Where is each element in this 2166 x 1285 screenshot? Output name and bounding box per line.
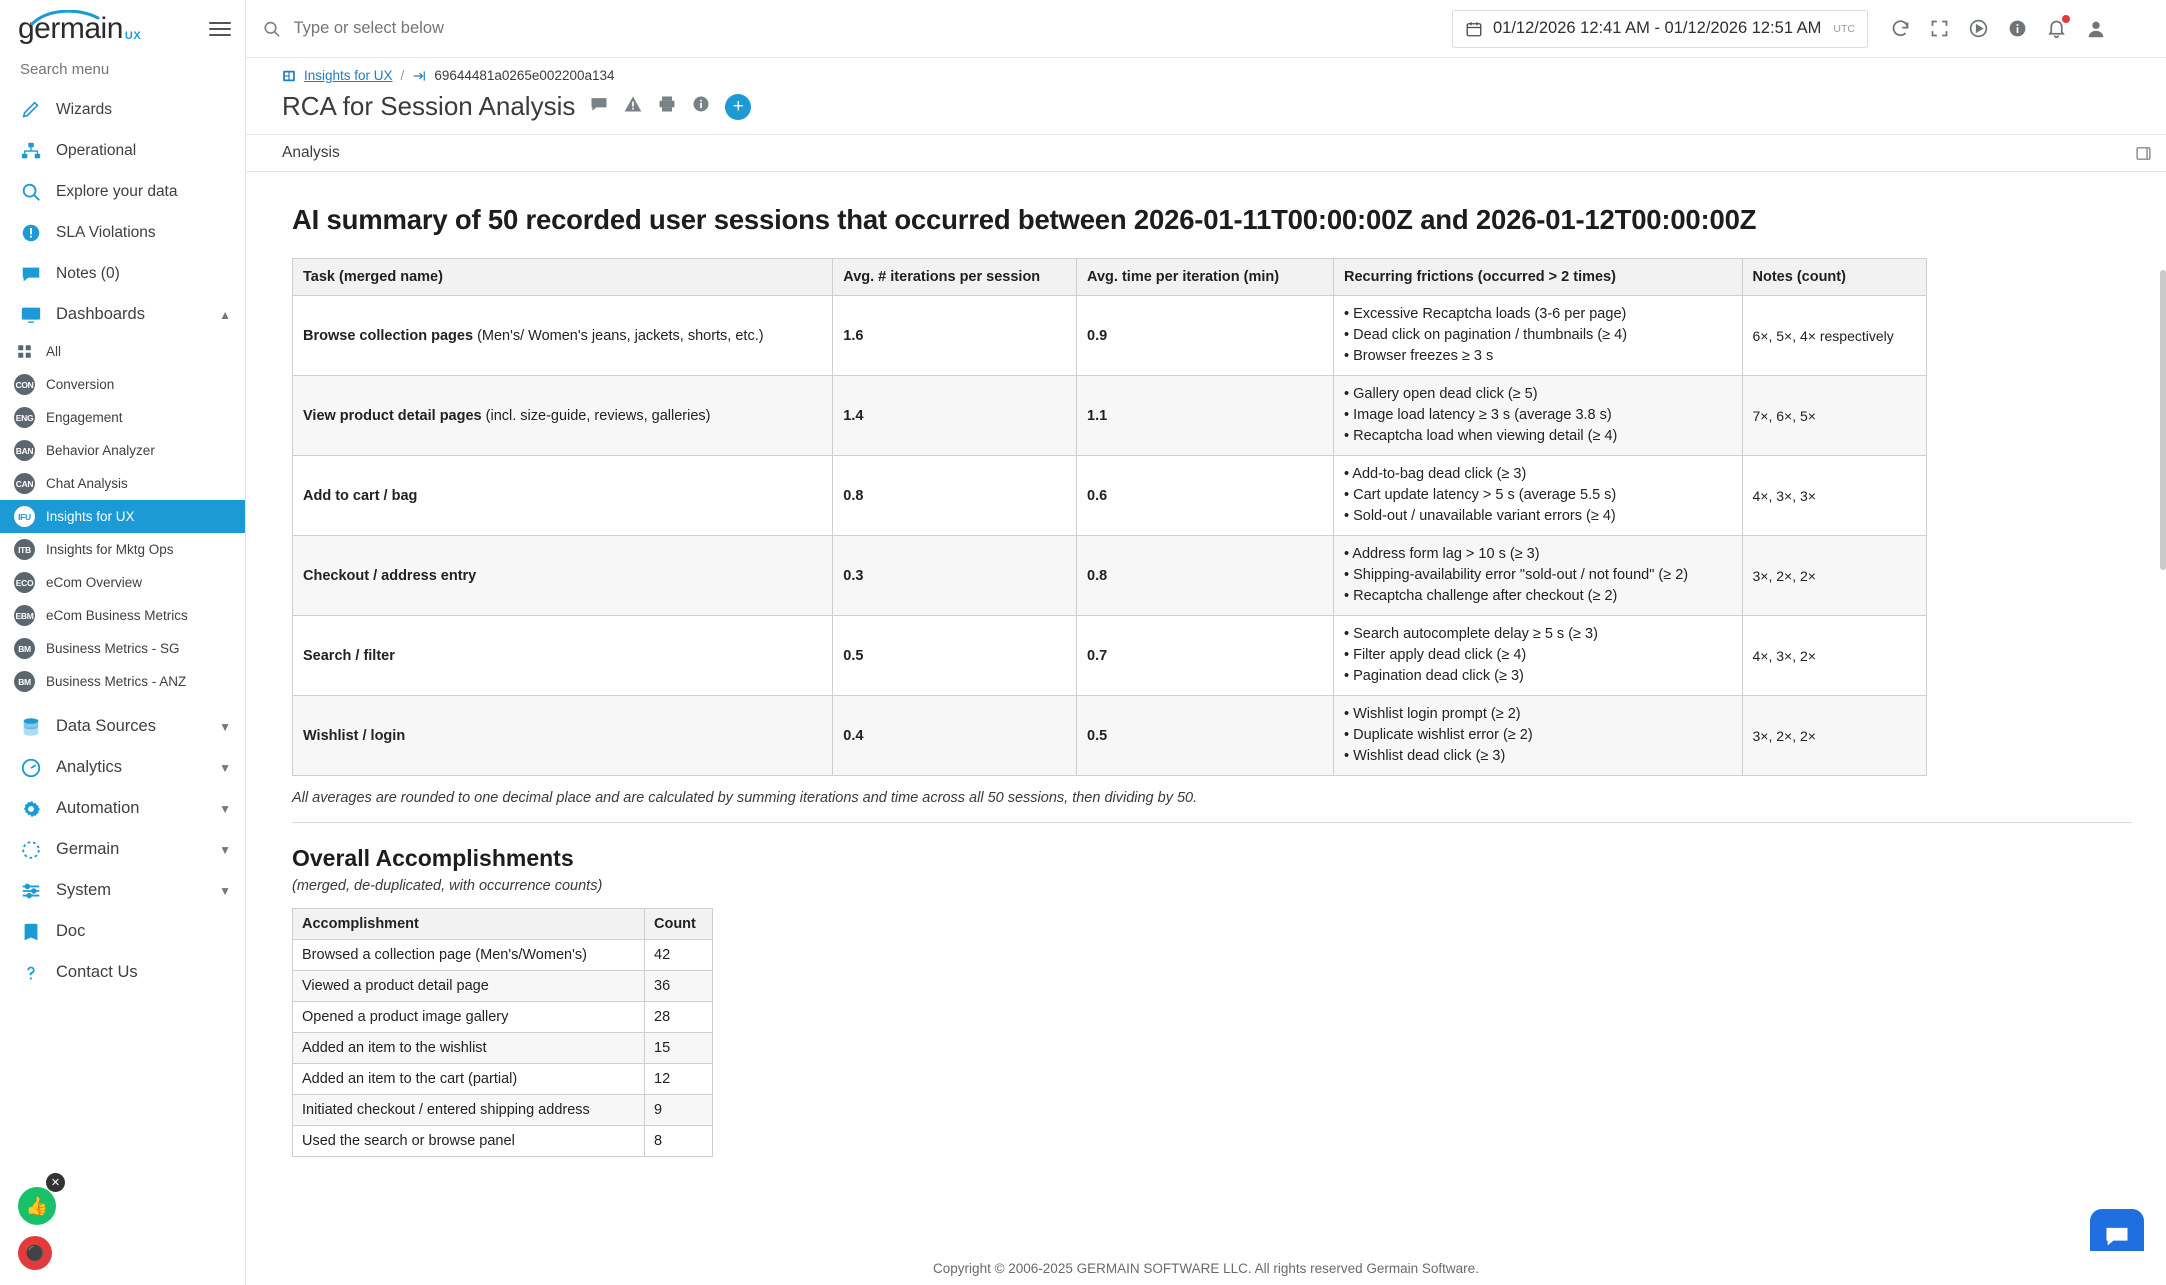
add-icon[interactable]: + (725, 94, 751, 120)
record-button[interactable]: ⚫ (18, 1236, 52, 1270)
accomplishments-table (292, 908, 713, 1157)
tab-bar (246, 134, 2166, 172)
sidebar-item-engagement[interactable] (0, 401, 245, 434)
content-area (246, 172, 2166, 1252)
col-frictions: Recurring frictions (occurred > 2 times) (1334, 259, 1743, 296)
cell-accomplishment: Used the search or browse panel (293, 1126, 645, 1157)
global-search-input[interactable] (292, 18, 1443, 39)
friction-item: • Wishlist dead click (≥ 3) (1344, 748, 1506, 765)
friction-item: • Excessive Recaptcha loads (3-6 per page) (1344, 306, 1627, 322)
cell-accomplishment: Browsed a collection page (Men's/Women's) (293, 940, 645, 971)
friction-item: • Search autocomplete delay ≥ 5 s (≥ 3) (1344, 626, 1598, 643)
sidebar-item-business-metrics-sg[interactable] (0, 632, 245, 665)
cell-frictions (1334, 456, 1743, 536)
cell-count: 12 (645, 1064, 713, 1095)
sidebar-item-all[interactable] (0, 335, 245, 368)
task-rest: (incl. size-guide, reviews, galleries) (485, 407, 711, 424)
friction-item: • Address form lag > 10 s (≥ 3) (1344, 546, 1540, 563)
cell-frictions (1334, 296, 1743, 376)
dashboard-badge: ENG (14, 407, 35, 428)
chevron-up-icon[interactable]: ▲ (219, 307, 231, 322)
table-header-row (293, 259, 1927, 296)
ai-summary-heading: AI summary of 50 recorded user sessions that occurred between 2026-01-11T00:00:00Z and 2026-01-12T00:00:00Z (292, 204, 1757, 235)
cell-iterations: 0.4 (833, 696, 1077, 776)
vertical-scrollbar[interactable] (2160, 270, 2166, 570)
task-bold: Add to cart / bag (303, 487, 418, 504)
task-bold: Checkout / address entry (303, 567, 477, 584)
chat-icon (2103, 1222, 2131, 1250)
friction-item: • Duplicate wishlist error (≥ 2) (1344, 727, 1533, 744)
dashboard-badge: CON (14, 374, 35, 395)
brand-name: germain (18, 12, 123, 45)
friction-item: • Cart update latency > 5 s (average 5.5 s) (1344, 487, 1617, 504)
brand-sub: UX (124, 30, 142, 42)
cell-frictions (1334, 696, 1743, 776)
cell-accomplishment: Initiated checkout / entered shipping address (293, 1095, 645, 1126)
table-header-row (293, 909, 713, 940)
print-icon[interactable] (657, 94, 677, 119)
col-iterations: Avg. # iterations per session (833, 259, 1077, 296)
dashboard-badge: CAN (14, 473, 35, 494)
cell-task (293, 296, 833, 376)
sidebar-item-data-sources[interactable] (0, 706, 245, 747)
cell-count: 8 (645, 1126, 713, 1157)
breadcrumb-root-link[interactable]: Insights for UX (304, 68, 393, 83)
friction-item: • Browser freezes ≥ 3 s (1344, 348, 1494, 365)
col-notes: Notes (count) (1742, 259, 1927, 296)
cell-iterations: 1.4 (833, 376, 1077, 456)
cell-count: 42 (645, 940, 713, 971)
friction-item: • Gallery open dead click (≥ 5) (1344, 386, 1538, 403)
table-row (293, 971, 713, 1002)
sidebar-item-label: Wizards (56, 100, 112, 118)
sidebar-item-label: Contact Us (56, 963, 138, 981)
sitemap-icon (18, 140, 44, 162)
sidebar-subitem-label: All (46, 344, 62, 359)
cell-count: 15 (645, 1033, 713, 1064)
dashboard-badge: IFU (14, 506, 35, 527)
cell-accomplishment: Added an item to the cart (partial) (293, 1064, 645, 1095)
accomplishments-heading: Overall Accomplishments (292, 845, 574, 872)
cell-task (293, 536, 833, 616)
task-rest: (Men's/ Women's jeans, jackets, shorts, etc.) (477, 327, 764, 344)
grid-icon (14, 341, 35, 362)
sidebar-item-ecom-business-metrics[interactable] (0, 599, 245, 632)
friction-item: • Image load latency ≥ 3 s (average 3.8 s) (1344, 407, 1612, 424)
col-accomplishment: Accomplishment (293, 909, 645, 940)
cell-time: 0.5 (1077, 696, 1334, 776)
sidebar-item-dashboards[interactable] (0, 294, 245, 335)
panel-toggle-icon[interactable] (2135, 145, 2152, 162)
cell-frictions (1334, 536, 1743, 616)
task-bold: Search / filter (303, 647, 395, 664)
table-row (293, 1126, 713, 1157)
table-footnote: All averages are rounded to one decimal place and are calculated by summing iterations and time across all 50 sessions, then dividing by 50. (292, 790, 1198, 807)
table-row (293, 696, 1927, 776)
sidebar-item-automation[interactable] (0, 788, 245, 829)
circle-dots-icon (18, 839, 44, 861)
sliders-icon (18, 880, 44, 902)
dashboard-icon (282, 69, 296, 83)
col-task: Task (merged name) (293, 259, 833, 296)
sidebar-item-contact-us[interactable] (0, 952, 245, 993)
sidebar-item-explore-your-data[interactable] (0, 171, 245, 212)
chevron-down-icon[interactable]: ▼ (219, 883, 231, 898)
notification-dot (2062, 15, 2070, 23)
chevron-down-icon[interactable]: ▼ (219, 842, 231, 857)
sidebar-search[interactable] (0, 58, 245, 89)
sidebar-item-notes[interactable] (0, 253, 245, 294)
sidebar-item-system[interactable] (0, 870, 245, 911)
dashboard-badge: ITB (14, 539, 35, 560)
task-summary-table (292, 258, 1927, 776)
database-icon (18, 716, 44, 738)
sidebar-item-insights-for-mktg-ops[interactable] (0, 533, 245, 566)
sidebar-subitem-label: Insights for UX (46, 509, 135, 524)
topbar-icons (1890, 18, 2107, 40)
friction-item: • Wishlist login prompt (≥ 2) (1344, 706, 1521, 723)
cell-task (293, 696, 833, 776)
sidebar-item-conversion[interactable] (0, 368, 245, 401)
cell-task (293, 616, 833, 696)
refresh-icon[interactable] (1890, 18, 1911, 39)
bell-icon[interactable] (2046, 18, 2067, 39)
table-row (293, 536, 1927, 616)
sidebar-item-wizards[interactable] (0, 89, 245, 130)
sidebar-item-analytics[interactable] (0, 747, 245, 788)
friction-item: • Filter apply dead click (≥ 4) (1344, 647, 1527, 664)
cell-frictions (1334, 376, 1743, 456)
cell-time: 0.6 (1077, 456, 1334, 536)
cell-time: 0.7 (1077, 616, 1334, 696)
cell-notes: 3×, 2×, 2× (1742, 536, 1927, 616)
col-count: Count (645, 909, 713, 940)
sidebar-subitem-label: Business Metrics - ANZ (46, 674, 187, 689)
sidebar-item-germain[interactable] (0, 829, 245, 870)
page-title-actions (589, 94, 751, 120)
cell-notes: 7×, 6×, 5× (1742, 376, 1927, 456)
cell-accomplishment: Opened a product image gallery (293, 1002, 645, 1033)
table-row (293, 296, 1927, 376)
feedback-close-icon[interactable]: ✕ (46, 1173, 65, 1192)
cell-notes: 4×, 3×, 2× (1742, 616, 1927, 696)
pencil-icon (18, 99, 44, 121)
fullscreen-icon[interactable] (1929, 18, 1950, 39)
breadcrumb (246, 58, 2166, 83)
feedback-thumbs-up-button[interactable]: 👍 (18, 1187, 56, 1225)
sidebar-item-insights-for-ux[interactable] (0, 500, 245, 533)
sidebar-subitem-label: Insights for Mktg Ops (46, 542, 174, 557)
dashboard-badge: BM (14, 671, 35, 692)
sidebar-item-label: SLA Violations (56, 223, 156, 241)
search-menu-input[interactable] (18, 60, 227, 79)
sidebar-subitem-label: Conversion (46, 377, 115, 392)
cell-iterations: 0.3 (833, 536, 1077, 616)
friction-item: • Dead click on pagination / thumbnails (≥ 4) (1344, 327, 1628, 344)
table-row (293, 1002, 713, 1033)
brand-logo[interactable] (18, 14, 141, 44)
topbar (246, 0, 2166, 58)
cell-notes: 4×, 3×, 3× (1742, 456, 1927, 536)
info-icon[interactable] (2007, 18, 2028, 39)
sidebar-item-chat-analysis[interactable] (0, 467, 245, 500)
sidebar-subitem-label: Behavior Analyzer (46, 443, 155, 458)
sidebar-item-doc[interactable] (0, 911, 245, 952)
friction-item: • Recaptcha load when viewing detail (≥ 4) (1344, 428, 1618, 445)
chevron-down-icon[interactable]: ▼ (219, 801, 231, 816)
friction-item: • Pagination dead click (≥ 3) (1344, 668, 1524, 685)
sidebar (0, 0, 246, 1285)
info-icon[interactable] (691, 94, 711, 119)
table-row (293, 616, 1927, 696)
sidebar-subitem-label: Chat Analysis (46, 476, 128, 491)
user-icon[interactable] (2085, 18, 2107, 40)
sidebar-item-behavior-analyzer[interactable] (0, 434, 245, 467)
monitor-icon (18, 304, 44, 326)
sidebar-subitem-label: eCom Business Metrics (46, 608, 188, 623)
menu-toggle-icon[interactable] (209, 18, 231, 40)
cell-accomplishment: Added an item to the wishlist (293, 1033, 645, 1064)
search-icon (262, 19, 282, 39)
accomplishments-subtitle: (merged, de-duplicated, with occurrence counts) (292, 878, 603, 895)
question-icon (18, 962, 44, 984)
sidebar-item-label: Notes (0) (56, 264, 120, 282)
cell-notes: 6×, 5×, 4× respectively (1742, 296, 1927, 376)
sidebar-item-label: Dashboards (56, 305, 145, 323)
enter-icon (412, 69, 426, 83)
cell-count: 28 (645, 1002, 713, 1033)
table-row (293, 1064, 713, 1095)
comment-icon[interactable] (589, 94, 609, 119)
friction-item: • Add-to-bag dead click (≥ 3) (1344, 466, 1527, 483)
col-time: Avg. time per iteration (min) (1077, 259, 1334, 296)
cell-time: 0.9 (1077, 296, 1334, 376)
chevron-down-icon[interactable]: ▼ (219, 719, 231, 734)
footer-copyright: Copyright © 2006-2025 GERMAIN SOFTWARE LLC. All rights reserved Germain Software. (246, 1251, 2166, 1285)
sidebar-item-label: Explore your data (56, 182, 178, 200)
sidebar-item-label: Germain (56, 840, 120, 858)
table-row (293, 376, 1927, 456)
cell-frictions (1334, 616, 1743, 696)
magnifier-icon (18, 181, 44, 203)
sidebar-nav (0, 89, 245, 993)
calendar-icon (1465, 20, 1483, 38)
cell-iterations: 0.5 (833, 616, 1077, 696)
comment-icon (18, 263, 44, 285)
sidebar-item-label: Automation (56, 799, 140, 817)
section-divider (292, 822, 2132, 823)
table-row (293, 940, 713, 971)
cell-accomplishment: Viewed a product detail page (293, 971, 645, 1002)
sidebar-item-label: Operational (56, 141, 137, 159)
friction-item: • Sold-out / unavailable variant errors (≥ 4) (1344, 508, 1616, 525)
global-search[interactable] (262, 9, 1442, 49)
page-title: RCA for Session Analysis (282, 91, 576, 121)
cell-iterations: 1.6 (833, 296, 1077, 376)
cell-count: 9 (645, 1095, 713, 1126)
sidebar-item-sla-violations[interactable] (0, 212, 245, 253)
cell-time: 1.1 (1077, 376, 1334, 456)
table-row (293, 456, 1927, 536)
cell-count: 36 (645, 971, 713, 1002)
cell-task (293, 376, 833, 456)
sidebar-subitem-label: Engagement (46, 410, 123, 425)
chevron-down-icon[interactable]: ▼ (219, 760, 231, 775)
sidebar-item-ecom-overview[interactable] (0, 566, 245, 599)
timezone-label: UTC (1833, 22, 1856, 35)
task-bold: Wishlist / login (303, 727, 406, 744)
dashboard-badge: BM (14, 638, 35, 659)
breadcrumb-id: 69644481a0265e002200a134 (434, 68, 615, 83)
dashboard-badge: ECO (14, 572, 35, 593)
cell-iterations: 0.8 (833, 456, 1077, 536)
sidebar-item-operational[interactable] (0, 130, 245, 171)
cell-task (293, 456, 833, 536)
date-range-picker[interactable] (1452, 10, 1868, 48)
main-area (246, 0, 2166, 1285)
task-bold: View product detail pages (303, 407, 482, 424)
analytics-icon (18, 757, 44, 779)
sidebar-subitem-label: eCom Overview (46, 575, 143, 590)
play-icon[interactable] (1968, 18, 1989, 39)
date-range-value: 01/12/2026 12:41 AM - 01/12/2026 12:51 AM (1493, 19, 1822, 37)
friction-item: • Recaptcha challenge after checkout (≥ 2) (1344, 588, 1618, 605)
cell-time: 0.8 (1077, 536, 1334, 616)
sidebar-subitem-label: Business Metrics - SG (46, 641, 180, 656)
friction-item: • Shipping-availability error "sold-out / not found" (≥ 2) (1344, 567, 1689, 584)
alert-icon (18, 222, 44, 244)
sidebar-item-business-metrics-anz[interactable] (0, 665, 245, 698)
sidebar-item-label: Analytics (56, 758, 123, 776)
gear-icon (18, 798, 44, 820)
cell-notes: 3×, 2×, 2× (1742, 696, 1927, 776)
table-row (293, 1095, 713, 1126)
warning-icon[interactable] (623, 94, 643, 119)
page-header (246, 83, 2166, 122)
sidebar-header (0, 0, 245, 58)
table-row (293, 1033, 713, 1064)
dashboard-badge: EBM (14, 605, 35, 626)
tab-analysis[interactable]: Analysis (282, 144, 340, 161)
sidebar-item-label: Doc (56, 922, 86, 940)
sidebar-item-label: System (56, 881, 112, 899)
dashboard-badge: BAN (14, 440, 35, 461)
task-bold: Browse collection pages (303, 327, 474, 344)
breadcrumb-separator: / (400, 68, 405, 83)
book-icon (18, 921, 44, 943)
sidebar-item-label: Data Sources (56, 717, 156, 735)
